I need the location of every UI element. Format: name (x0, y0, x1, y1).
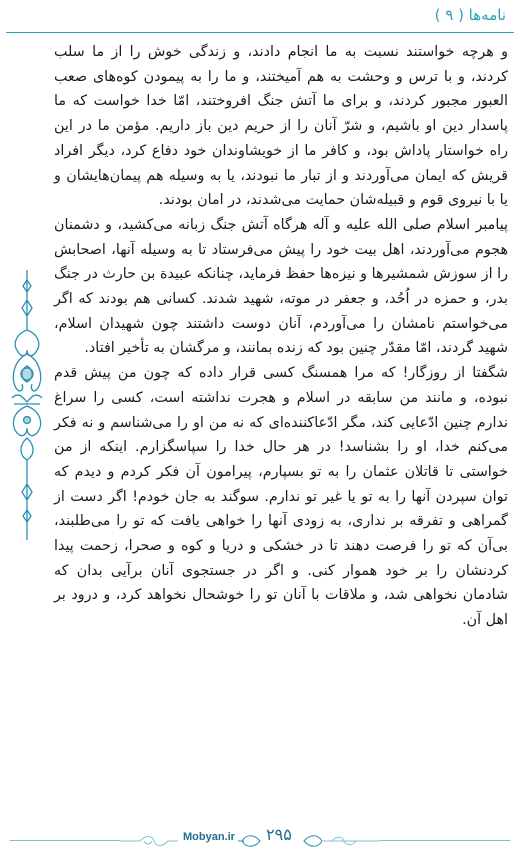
paragraph-3: شگفتا از روزگار! که مرا همسنگ کسی قرار داده که چون من پیش قدم نبوده، و مانند من سابقه در اسلام و هجرت نداشته است، کسی را سراغ ندارم چنین ادّعایی کند، مگر ادّعاکننده‌ای که نه من او را می‌شناسم و نه فکر می‌کنم خدا، او را بشناسد! در هر حال خدا را سپاسگزارم. اینکه از من خواستی تا قاتلان عثمان را به تو بسپارم، پیرامون آن فکر کردم و دیدم که توان سپردن آنها را به تو یا غیر تو ندارم. سوگند به جان خودم! اگر دست از گمراهی و تفرقه بر نداری، به زودی آنها را خواهی یافت که تو را می‌طلبند، بی‌آن که تو را فرصت دهند تا در خشکی و دریا و کوه و صحرا، زحمت پیدا کردنشان را بر خود هموار کنی. و اگر در جستجوی آنان برآیی بدان که شادمان نخواهی شد، و ملاقات با آنان تو را خوشحال نخواهد کرد، و درود بر اهل آن. (54, 365, 508, 629)
arabesque-ornament-icon (8, 270, 46, 540)
flourish-icon (302, 831, 380, 851)
site-watermark: Mobyan.ir (183, 831, 235, 843)
paragraph-1: و هرچه خواستند نسبت به ما انجام دادند، و زندگی خوش را از ما سلب کردند، و با ترس و وحشت به هم آمیختند، و ما را به پیمودن کوه‌های صعب العبور مجبور کردند، و برای ما آتش جنگ افروختند، امّا خدا خواست که ما پاسدار دین او باشیم، و شرّ آنان را از حریم دین باز داریم. مؤمن ما در این راه خواستار پاداش بود، و کافر ما از خویشاوندان خود دفاع کرد، دیگر افراد قریش که ایمان می‌آوردند و از تبار ما نبودند، یا به وسیله هم پیمان‌هایشان و یا با نیروی قوم و قبیله‌شان حمایت می‌شدند، در امان بودند. (54, 44, 508, 209)
page-footer (0, 820, 520, 855)
footer-divider-right (380, 840, 510, 841)
header-divider (6, 32, 514, 33)
flourish-icon (236, 831, 262, 851)
chapter-title: نامه‌ها ( ۹ ) (434, 6, 506, 24)
footer-divider-left (10, 840, 120, 841)
page-header (0, 0, 520, 34)
flourish-icon (120, 831, 178, 851)
paragraph-2: پیامبر اسلام صلی الله علیه و آله هرگاه آتش جنگ زبانه می‌کشید، و دشمنان هجوم می‌آوردند، اهل بیت خود را پیش می‌فرستاد تا به وسیله آنها، اصحابش را از سوزش شمشیرها و نیزه‌ها حفظ فرماید، چنانکه عبیدة بن حارث در جنگ بدر، و حمزه در اُحُد، و جعفر در موته، شهید شدند. کسانی هم بودند که اگر می‌خواستم نامشان را می‌آوردم، آنان دوست داشتند چون شهیدان اسلام، شهید گردند، امّا مقدّر چنین بود که زنده بمانند، و مرگشان به تأخیر افتاد. (54, 216, 508, 357)
page-number: ۲۹۵ (266, 825, 292, 844)
page-body (54, 40, 508, 633)
